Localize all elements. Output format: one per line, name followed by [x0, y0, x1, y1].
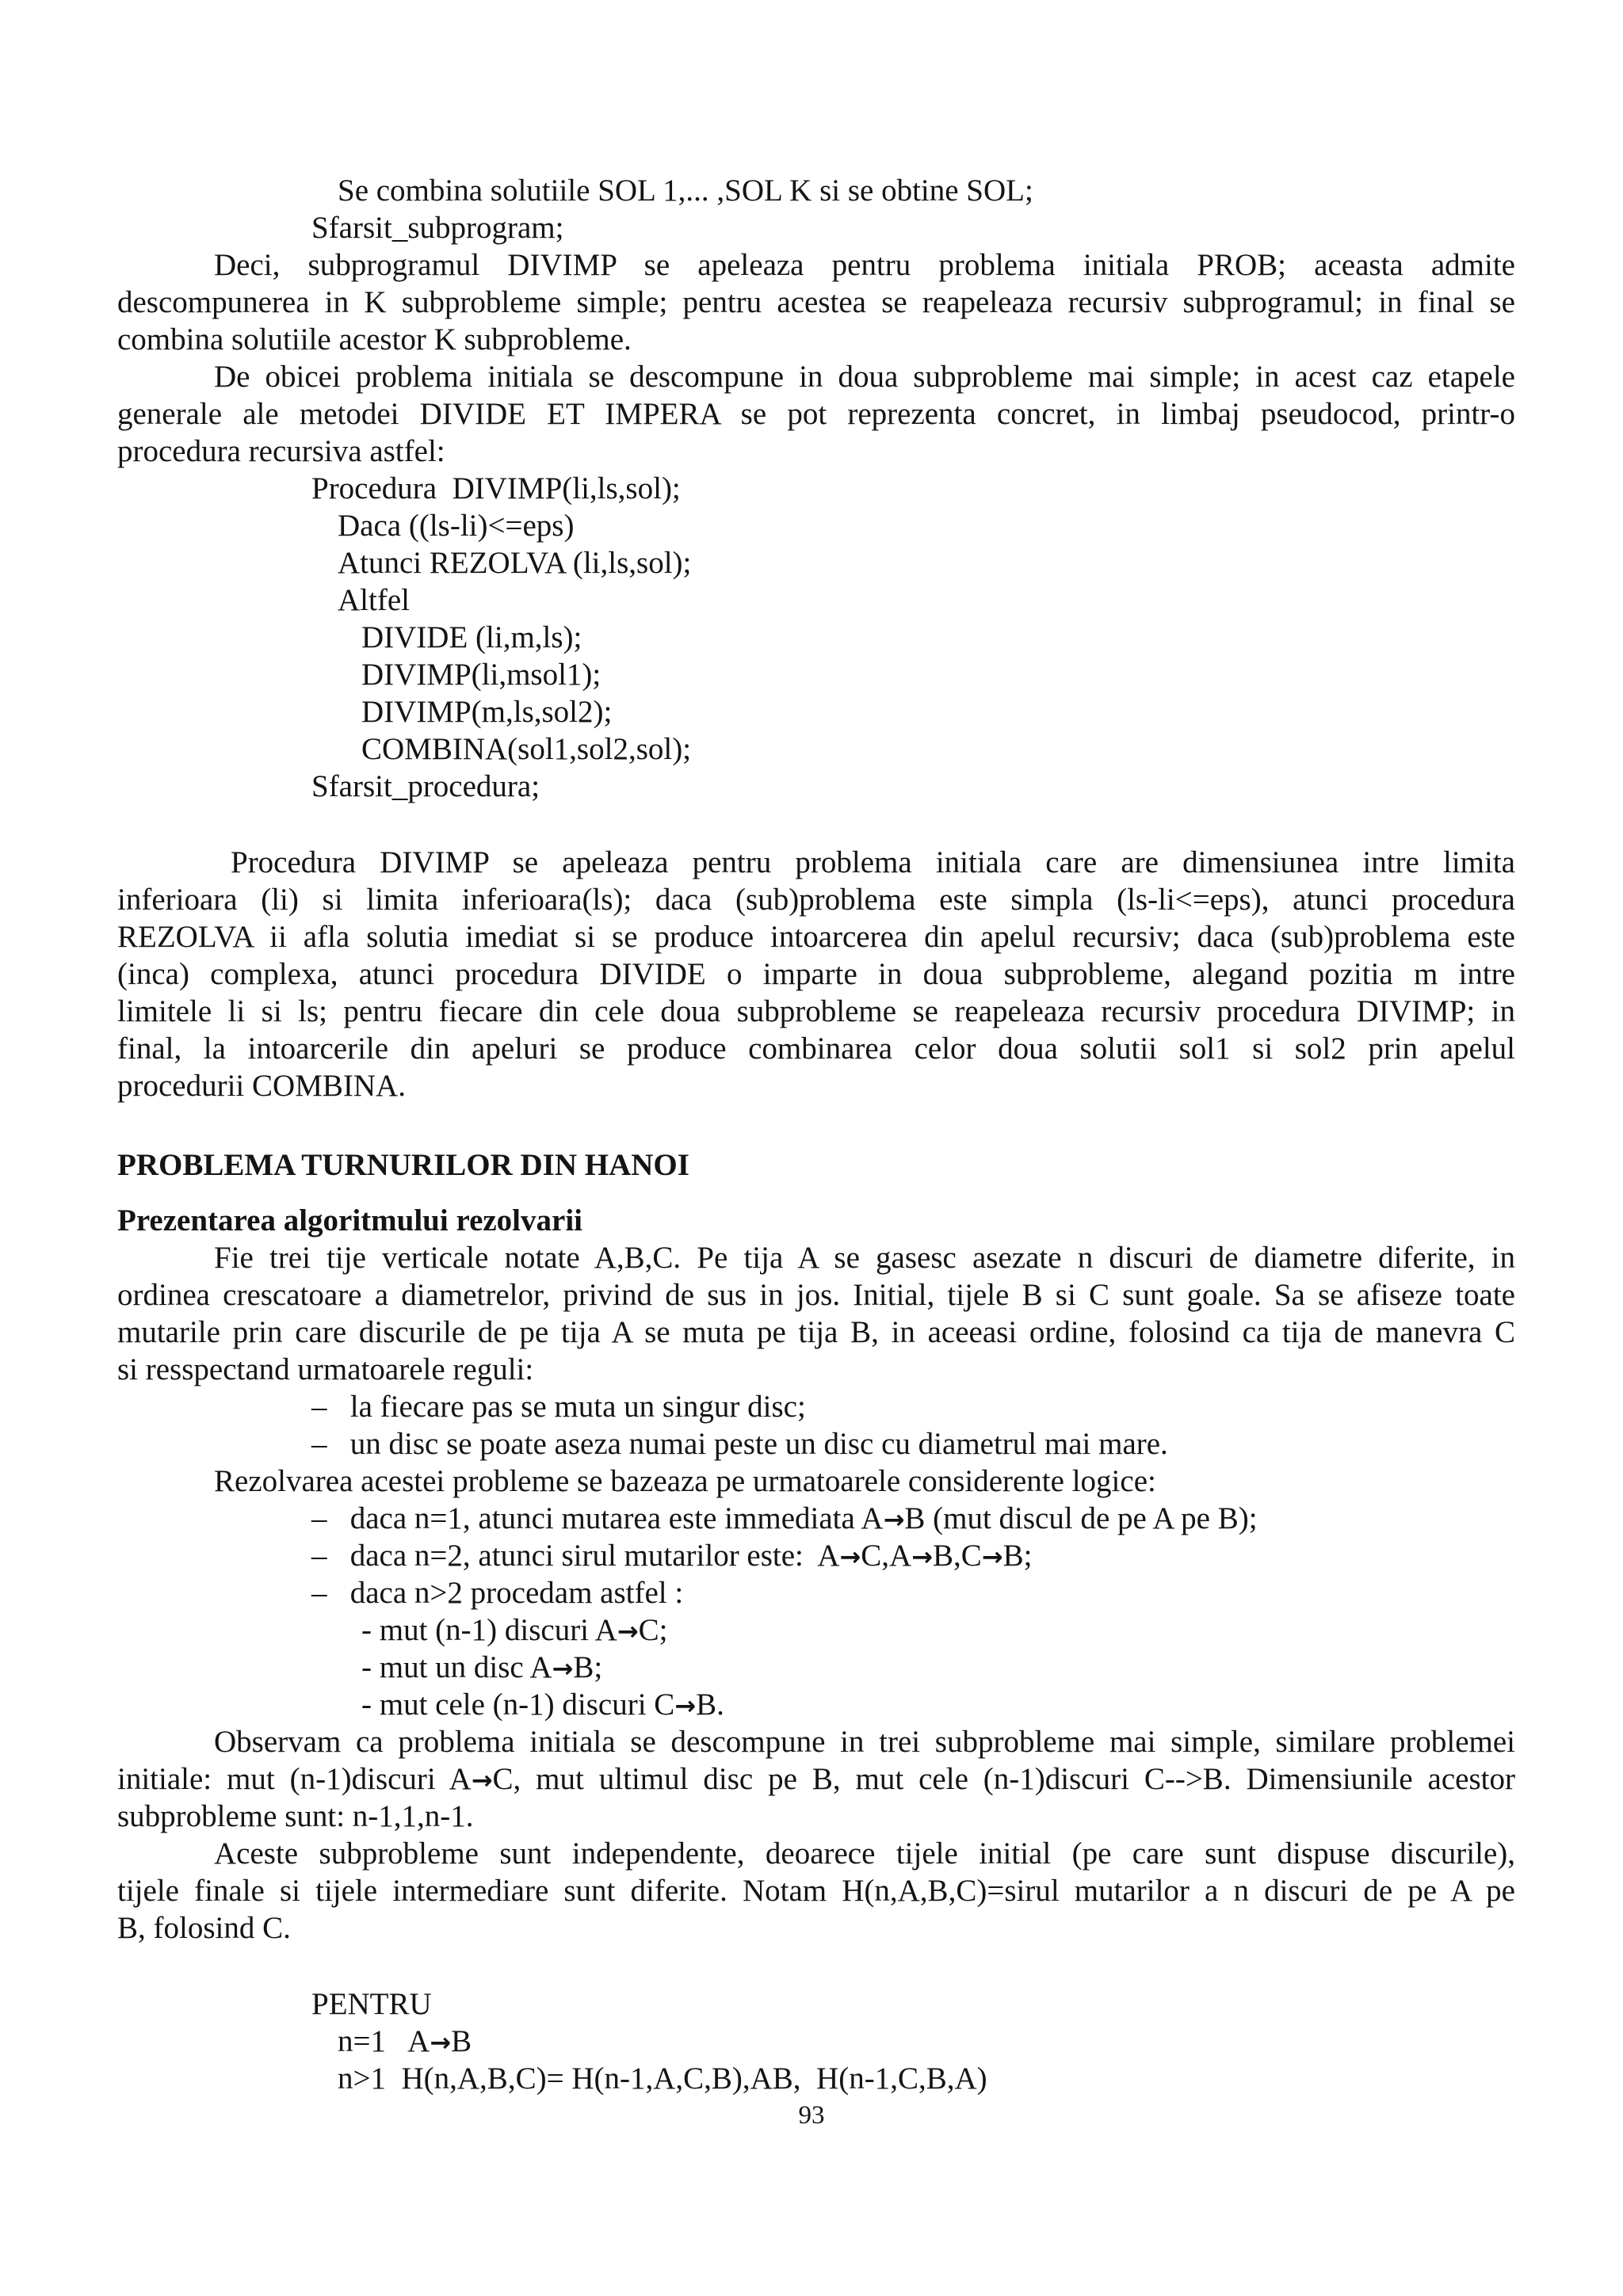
page-number: 93 — [798, 2101, 825, 2130]
paragraph-line: B, folosind C. — [117, 1911, 291, 1945]
paragraph-line: si resspectand urmatoarele reguli: — [117, 1352, 534, 1386]
code-line: Procedura DIVIMP(li,ls,sol); — [311, 471, 681, 505]
paragraph-line: ordinea crescatoare a diametrelor, privind de sus in jos. Initial, tijele B si C sunt goale. Sa se afiseze toate — [117, 1278, 1515, 1312]
paragraph-line: limitele li si ls; pentru fiecare din cele doua subprobleme se reapeleaza recursiv procedura DIVIMP; in — [117, 994, 1515, 1028]
paragraph-line: Aceste subprobleme sunt independente, deoarece tijele initial (pe care sunt dispuse discurile), — [214, 1836, 1515, 1871]
code-line: Se combina solutiile SOL 1,... ,SOL K si se obtine SOL; — [338, 174, 1033, 208]
paragraph-line: initiale: mut (n-1)discuri A→C, mut ultimul disc pe B, mut cele (n-1)discuri C-->B. Dimensiunile acestor — [117, 1762, 1515, 1796]
list-item: – un disc se poate aseza numai peste un disc cu diametrul mai mare. — [311, 1427, 1168, 1461]
code-line: PENTRU — [311, 1987, 432, 2021]
code-line: Sfarsit_subprogram; — [311, 211, 564, 245]
arrow-right-icon: → — [839, 1542, 861, 1572]
paragraph-line: Procedura DIVIMP se apeleaza pentru problema initiala care are dimensiunea intre limita — [231, 845, 1515, 879]
code-line: DIVIMP(m,ls,sol2); — [361, 695, 613, 729]
paragraph-line: combina solutiile acestor K subprobleme. — [117, 322, 632, 357]
arrow-right-icon: → — [617, 1616, 639, 1646]
paragraph-line: final, la intoarcerile din apeluri se produce combinarea celor doua solutii sol1 si sol2 prin apelul — [117, 1032, 1515, 1066]
code-line: DIVIMP(li,msol1); — [361, 658, 601, 692]
paragraph-line: procedura recursiva astfel: — [117, 434, 445, 468]
list-item: - mut cele (n-1) discuri C→B. — [361, 1688, 724, 1722]
paragraph-line: mutarile prin care discurile de pe tija A se muta pe tija B, in aceeasi ordine, folosind ca tija de manevra C — [117, 1315, 1515, 1349]
paragraph-line: Rezolvarea acestei probleme se bazeaza pe urmatoarele considerente logice: — [214, 1464, 1156, 1498]
paragraph-line: De obicei problema initiala se descompune in doua subprobleme mai simple; in acest caz etapele — [214, 360, 1515, 394]
paragraph-line: Deci, subprogramul DIVIMP se apeleaza pentru problema initiala PROB; aceasta admite — [214, 248, 1515, 282]
paragraph-line: inferioara (li) si limita inferioara(ls); daca (sub)problema este simpla (ls-li<=eps), atunci procedura — [117, 883, 1515, 917]
code-line: Altfel — [338, 583, 410, 617]
list-item: - mut (n-1) discuri A→C; — [361, 1613, 668, 1647]
code-line: COMBINA(sol1,sol2,sol); — [361, 732, 692, 766]
section-heading: PROBLEMA TURNURILOR DIN HANOI — [117, 1148, 689, 1182]
code-line: Sfarsit_procedura; — [311, 769, 540, 803]
code-line: DIVIDE (li,m,ls); — [361, 620, 582, 654]
arrow-right-icon: → — [981, 1542, 1003, 1572]
arrow-right-icon: → — [883, 1505, 905, 1535]
arrow-right-icon: → — [674, 1691, 697, 1721]
paragraph-line: subprobleme sunt: n-1,1,n-1. — [117, 1799, 474, 1833]
paragraph-line: Fie trei tije verticale notate A,B,C. Pe tija A se gasesc asezate n discuri de diametre diferite, in — [214, 1241, 1515, 1275]
arrow-right-icon: → — [471, 1765, 493, 1795]
code-line: Atunci REZOLVA (li,ls,sol); — [338, 546, 692, 580]
paragraph-line: Observam ca problema initiala se descompune in trei subprobleme mai simple, similare problemei — [214, 1725, 1515, 1759]
paragraph-line: (inca) complexa, atunci procedura DIVIDE o imparte in doua subprobleme, alegand pozitia m intre — [117, 957, 1515, 991]
code-line: n>1 H(n,A,B,C)= H(n-1,A,C,B),AB, H(n-1,C,B,A) — [338, 2061, 987, 2096]
list-item: - mut un disc A→B; — [361, 1650, 603, 1684]
paragraph-line: REZOLVA ii afla solutia imediat si se produce intoarcerea din apelul recursiv; daca (sub)problema este — [117, 920, 1515, 954]
subsection-heading: Prezentarea algoritmului rezolvarii — [117, 1203, 582, 1238]
arrow-right-icon: → — [552, 1653, 574, 1684]
arrow-right-icon: → — [430, 2027, 452, 2058]
list-item: – daca n=1, atunci mutarea este immediata A→B (mut discul de pe A pe B); — [311, 1501, 1258, 1535]
list-item: – la fiecare pas se muta un singur disc; — [311, 1390, 806, 1424]
paragraph-line: descompunerea in K subprobleme simple; pentru acestea se reapeleaza recursiv subprogramul; in final se — [117, 285, 1515, 319]
paragraph-line: tijele finale si tijele intermediare sunt diferite. Notam H(n,A,B,C)=sirul mutarilor a n discuri de pe A pe — [117, 1874, 1515, 1908]
list-item: – daca n>2 procedam astfel : — [311, 1576, 684, 1610]
code-line: Daca ((ls-li)<=eps) — [338, 509, 575, 543]
arrow-right-icon: → — [911, 1542, 933, 1572]
paragraph-line: generale ale metodei DIVIDE ET IMPERA se pot reprezenta concret, in limbaj pseudocod, printr-o — [117, 397, 1515, 431]
paragraph-line: procedurii COMBINA. — [117, 1069, 406, 1103]
code-line: n=1 A→B — [338, 2024, 472, 2058]
list-item: – daca n=2, atunci sirul mutarilor este: A→C,A→B,C→B; — [311, 1539, 1033, 1573]
